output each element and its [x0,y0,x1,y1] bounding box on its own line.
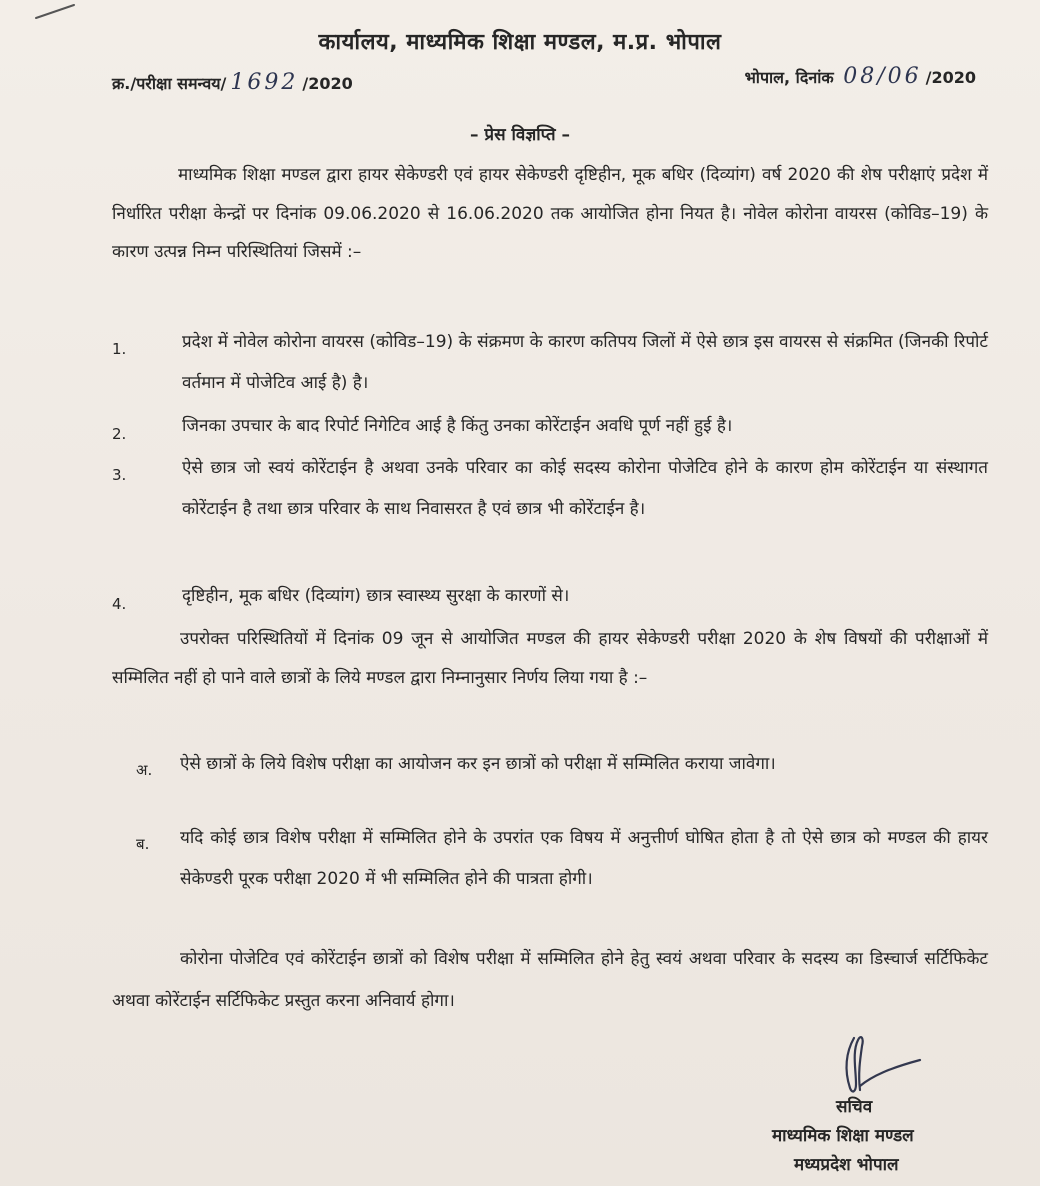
date-handwritten: 08/06 [843,64,922,89]
condition-item: ऐसे छात्र जो स्वयं कोरेंटाईन है अथवा उनके परिवार का कोई सदस्य कोरोना पोजेटिव होने के कारण होम कोरेंटाईन या संस्थागत कोरेंटाईन है तथा छात्र परिवार के साथ निवासरत है एवं छात्र भी कोरेंटाईन है। [182,458,988,519]
place-date-prefix: भोपाल, दिनांक [744,68,834,87]
ref-number-handwritten: 1692 [230,70,299,95]
decision-item: यदि कोई छात्र विशेष परीक्षा में सम्मिलित होने के उपरांत एक विषय में अनुत्तीर्ण घोषित होता है तो ऐसे छात्र को मण्डल की हायर सेकेण्डरी पूरक परीक्षा 2020 में भी सम्मिलित होने की पात्रता होगी। [180,828,988,889]
office-header: कार्यालय, माध्यमिक शिक्षा मण्डल, म.प्र. भोपाल [318,30,722,55]
signatory-title: सचिव [836,1097,873,1117]
reference-number [112,70,353,95]
press-release-heading: – प्रेस विज्ञप्ति – [469,125,570,145]
pen-stroke-mark [34,2,78,22]
ref-prefix: क्र./परीक्षा समन्वय/ [112,74,227,93]
place-date [745,64,976,89]
ref-suffix: /2020 [302,74,353,93]
decision-number: अ. [136,761,153,779]
condition-item: प्रदेश में नोवेल कोरोना वायरस (कोविड–19) के संक्रमण के कारण कतिपय जिलों में ऐसे छात्र इस वायरस से संक्रमित (जिनकी रिपोर्ट वर्तमान में पोजेटिव आई है) है। [182,332,988,393]
condition-number: 4. [112,595,127,613]
condition-item: दृष्टिहीन, मूक बधिर (दिव्यांग) छात्र स्वास्थ्य सुरक्षा के कारणों से। [182,586,570,606]
closing-paragraph: कोरोना पोजेटिव एवं कोरेंटाईन छात्रों को विशेष परीक्षा में सम्मिलित होने हेतु स्वयं अथवा परिवार के सदस्य का डिस्चार्ज सर्टिफिकेट अथवा कोरेंटाईन सर्टिफिकेट प्रस्तुत करना अनिवार्य होगा। [112,949,988,1011]
intro-paragraph: माध्यमिक शिक्षा मण्डल द्वारा हायर सेकेण्डरी एवं हायर सेकेण्डरी दृष्टिहीन, मूक बधिर (दिव्यांग) वर्ष 2020 की शेष परीक्षाएं प्रदेश में निर्धारित परीक्षा केन्द्रों पर दिनांक 09.06.2020 से 16.06.2020 तक आयोजित होना नियत है। नोवेल कोरोना वायरस (कोविड–19) के कारण उत्पन्न निम्न परिस्थितियां जिसमें :– [112,165,988,262]
date-year: /2020 [925,68,976,87]
condition-number: 3. [112,466,127,484]
decision-number: ब. [136,835,150,853]
decision-item: ऐसे छात्रों के लिये विशेष परीक्षा का आयोजन कर इन छात्रों को परीक्षा में सम्मिलित कराया जावेगा। [180,754,776,774]
condition-item: जिनका उपचार के बाद रिपोर्ट निगेटिव आई है किंतु उनका कोरेंटाईन अवधि पूर्ण नहीं हुई है। [182,416,733,436]
condition-number: 1. [112,340,127,358]
signatory-place: मध्यप्रदेश भोपाल [794,1155,899,1175]
condition-number: 2. [112,425,127,443]
decision-intro-paragraph: उपरोक्त परिस्थितियों में दिनांक 09 जून से आयोजित मण्डल की हायर सेकेण्डरी परीक्षा 2020 के शेष विषयों की परीक्षाओं में सम्मिलित नहीं हो पाने वाले छात्रों के लिये मण्डल द्वारा निम्नानुसार निर्णय लिया गया है :– [112,629,988,688]
signatory-organization: माध्यमिक शिक्षा मण्डल [772,1126,914,1146]
